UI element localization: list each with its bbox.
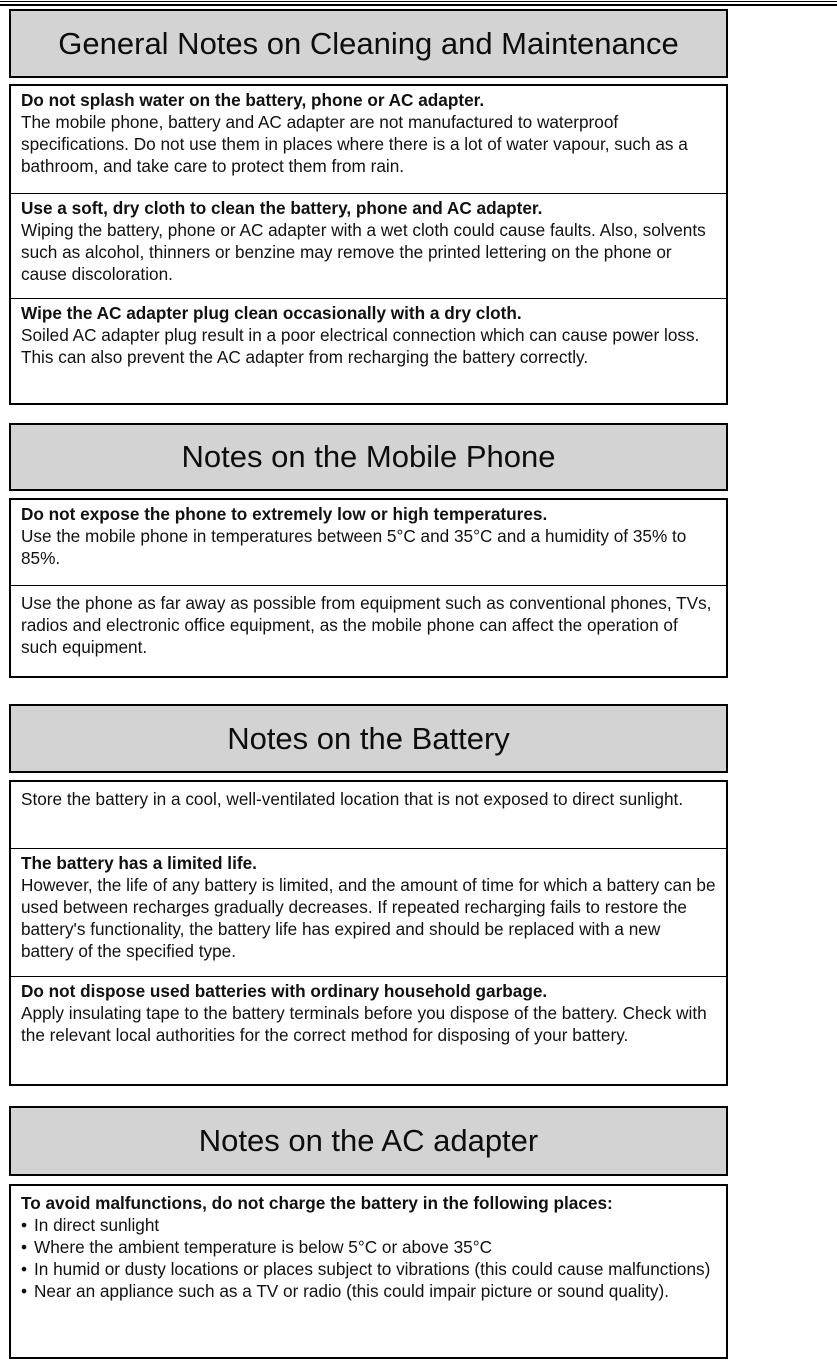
note-temperature	[11, 500, 726, 585]
note-text: However, the life of any battery is limited, and the amount of time for which a battery can be used between recharges gradually decreases. If repeated recharging fails to restore the battery's functionality, the battery life has expired and should be replaced with a new battery of the specified type.	[21, 875, 716, 961]
note-text: The mobile phone, battery and AC adapter are not manufactured to waterproof specifications. Do not use them in places where there is a lot of water vapour, such as a bathroom, and take care to protect them from rain.	[21, 112, 688, 176]
note-charging-places	[11, 1186, 726, 1357]
note-plug-clean	[11, 298, 726, 403]
section-ac-adapter-notes	[9, 1184, 728, 1359]
charging-places-list	[21, 1214, 717, 1302]
section-title-mobile-phone: Notes on the Mobile Phone	[9, 423, 728, 491]
note-text: Use the mobile phone in temperatures between 5°C and 35°C and a humidity of 35% to 85%.	[21, 526, 687, 568]
note-limited-life	[11, 848, 726, 976]
note-text: Apply insulating tape to the battery terminals before you dispose of the battery. Check with the relevant local authorities for the correct method for disposing of your battery.	[21, 1003, 707, 1045]
section-title-cleaning: General Notes on Cleaning and Maintenance	[9, 9, 728, 78]
note-storage	[11, 782, 726, 848]
section-battery-notes	[9, 780, 728, 1086]
note-equipment-distance	[11, 585, 726, 675]
top-rule-thick	[0, 4, 837, 6]
note-disposal	[11, 976, 726, 1082]
note-lead: To avoid malfunctions, do not charge the battery in the following places:	[21, 1193, 613, 1213]
section-title-battery: Notes on the Battery	[9, 704, 728, 773]
note-text: Wiping the battery, phone or AC adapter with a wet cloth could cause faults. Also, solvents such as alcohol, thinners or benzine may remove the printed lettering on the phone or cause discoloration.	[21, 220, 706, 284]
list-item: • Near an appliance such as a TV or radio (this could impair picture or sound quality).	[21, 1280, 717, 1302]
note-lead: Use a soft, dry cloth to clean the battery, phone and AC adapter.	[21, 198, 543, 218]
note-lead: The battery has a limited life.	[21, 853, 257, 873]
list-item: • In direct sunlight	[21, 1214, 717, 1236]
section-title-ac-adapter: Notes on the AC adapter	[9, 1106, 728, 1176]
note-lead: Do not expose the phone to extremely low or high temperatures.	[21, 504, 548, 524]
list-item: • In humid or dusty locations or places subject to vibrations (this could cause malfunctions)	[21, 1258, 717, 1280]
section-cleaning-notes	[9, 84, 728, 405]
note-text: Use the phone as far away as possible from equipment such as conventional phones, TVs, radios and electronic office equipment, as the mobile phone can affect the operation of such equipment.	[21, 593, 712, 657]
section-mobile-phone-notes	[9, 498, 728, 678]
note-no-water	[11, 86, 726, 193]
list-item: • Where the ambient temperature is below 5°C or above 35°C	[21, 1236, 717, 1258]
note-lead: Do not splash water on the battery, phone or AC adapter.	[21, 90, 485, 110]
note-text: Store the battery in a cool, well-ventilated location that is not exposed to direct sunlight.	[21, 789, 684, 809]
note-text: Soiled AC adapter plug result in a poor electrical connection which can cause power loss. This can also prevent the AC adapter from recharging the battery correctly.	[21, 325, 700, 367]
note-soft-cloth	[11, 193, 726, 298]
note-lead: Do not dispose used batteries with ordinary household garbage.	[21, 981, 548, 1001]
top-rule-thin	[0, 1, 837, 2]
note-lead: Wipe the AC adapter plug clean occasionally with a dry cloth.	[21, 303, 522, 323]
